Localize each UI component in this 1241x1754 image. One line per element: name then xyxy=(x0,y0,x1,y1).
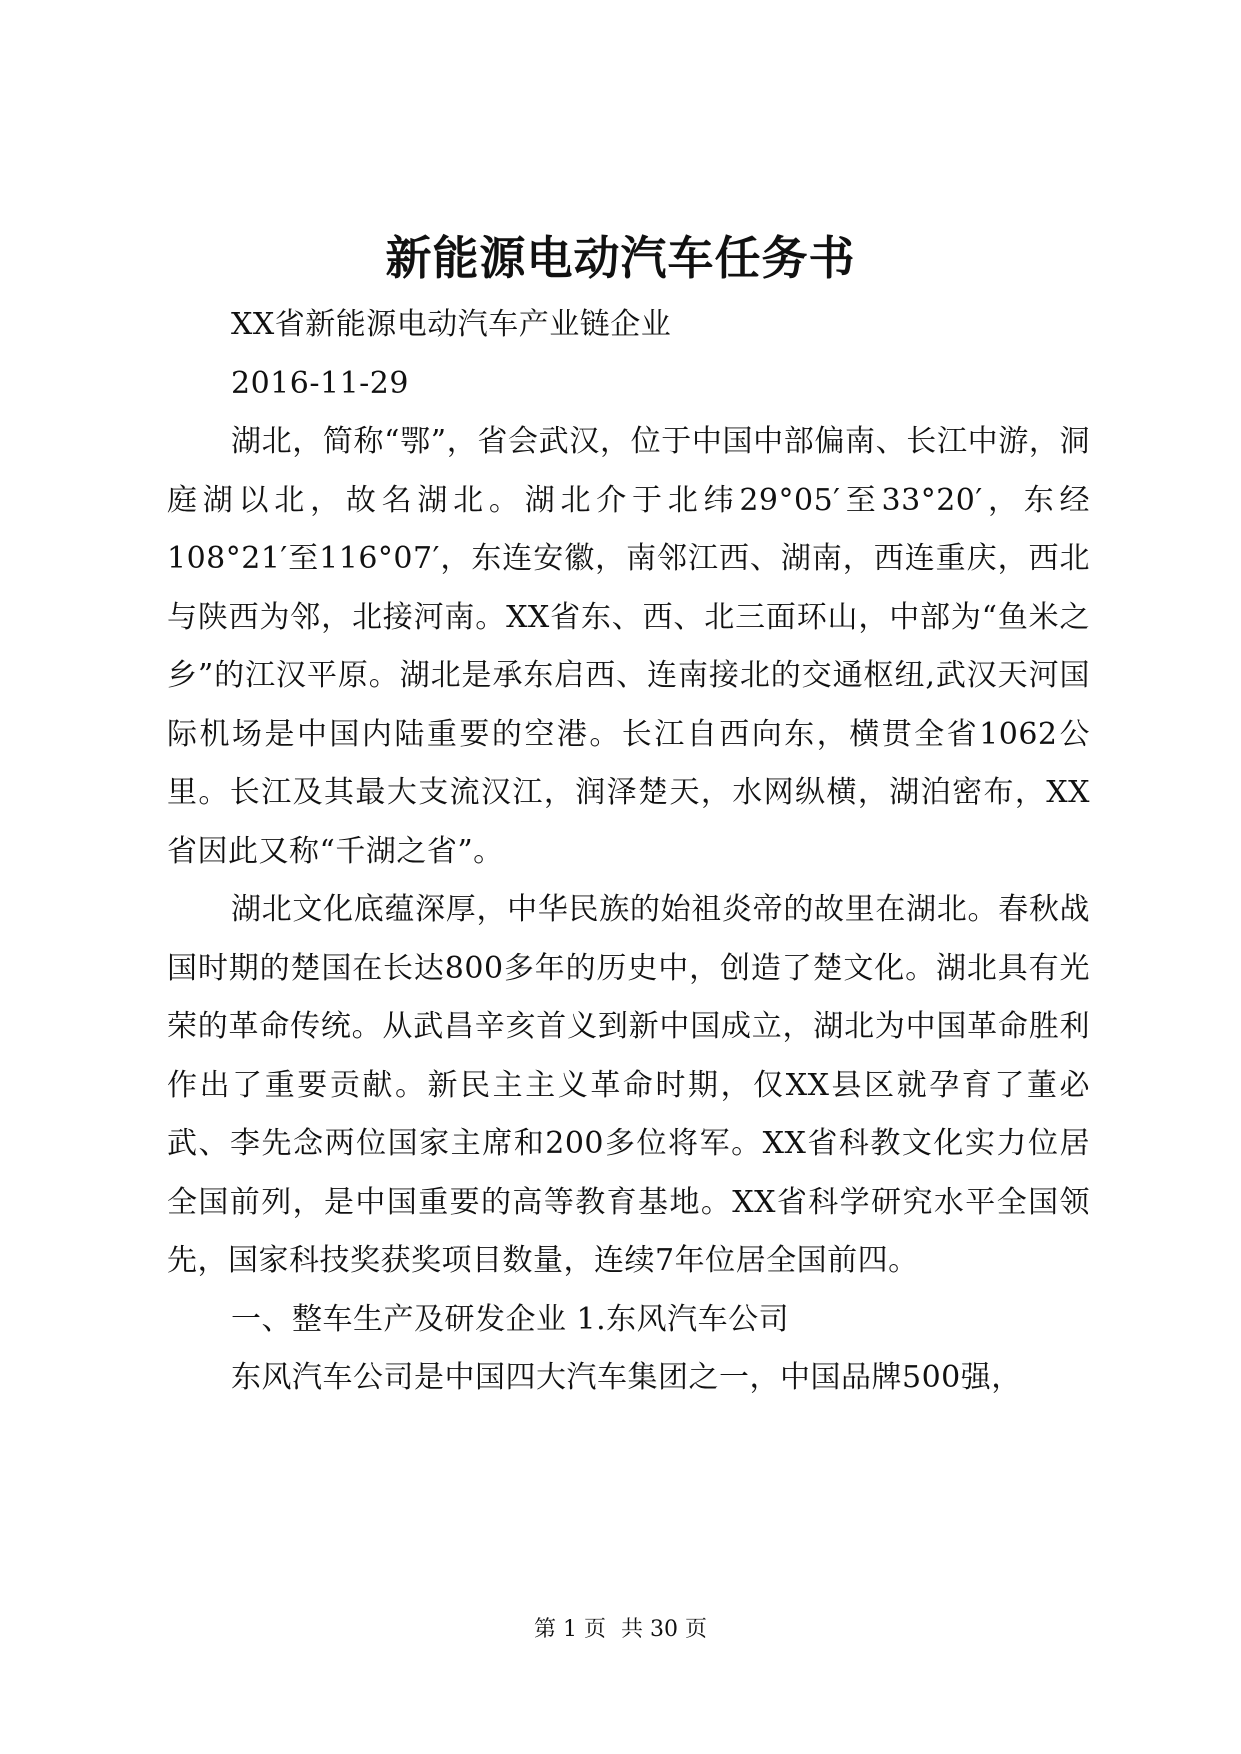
section-heading: 一、整车生产及研发企业 1.东风汽车公司 xyxy=(231,1301,790,1337)
paragraph-2: 湖北文化底蕴深厚，中华民族的始祖炎帝的故里在湖北。春秋战国时期的楚国在长达800多年的历史中，创造了楚文化。湖北具有光荣的革命传统。从武昌辛亥首义到新中国成立，湖北为中国革命胜利作出了重要贡献。新民主主义革命时期，仅XX县区就孕育了董必武、李先念两位国家主席和200多位将军。XX省科教文化实力位居全国前列，是中国重要的高等教育基地。XX省科学研究水平全国领先，国家科技奖获奖项目数量，连续7年位居全国前四。 xyxy=(167,892,1090,1278)
document-title: 新能源电动汽车任务书 xyxy=(385,231,856,285)
paragraph-3: 东风汽车公司是中国四大汽车集团之一，中国品牌500强， xyxy=(231,1360,1022,1395)
page-footer xyxy=(0,1612,1241,1643)
document-subtitle: XX省新能源电动汽车产业链企业 xyxy=(231,307,672,342)
document-date: 2016-11-29 xyxy=(231,365,409,401)
paragraph-1: 湖北，简称“鄂”，省会武汉，位于中国中部偏南、长江中游，洞庭湖以北，故名湖北。湖北介于北纬29°05′至33°20′，东经108°21′至116°07′，东连安徽，南邻江西、湖南，西连重庆，西北与陕西为邻，北接河南。XX省东、西、北三面环山，中部为“鱼米之乡”的江汉平原。湖北是承东启西、连南接北的交通枢纽,武汉天河国际机场是中国内陆重要的空港。长江自西向东，横贯全省1062公里。长江及其最大支流汉江，润泽楚天，水网纵横，湖泊密布，XX省因此又称“千湖之省”。 xyxy=(167,424,1090,869)
page-number: 第 1 页 xyxy=(534,1617,606,1642)
document-body xyxy=(167,296,1090,1408)
page-total: 共 30 页 xyxy=(621,1617,707,1642)
